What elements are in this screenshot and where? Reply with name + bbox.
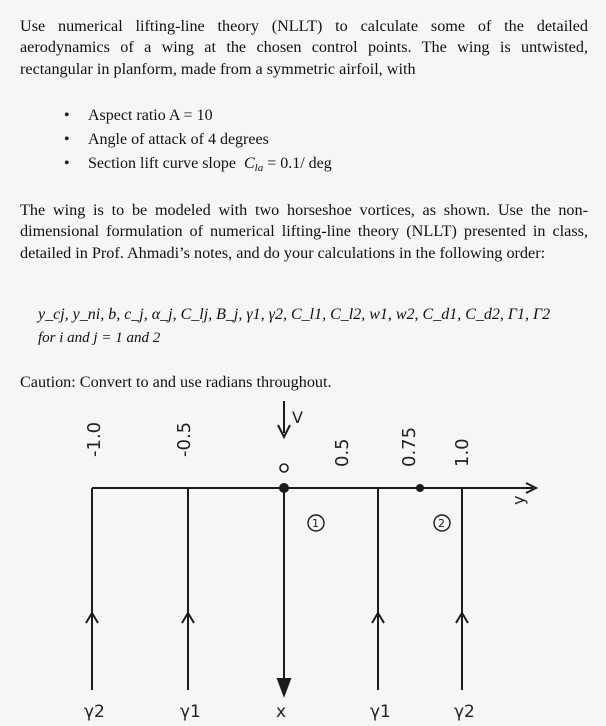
- x-axis-label: x: [276, 702, 287, 722]
- origin-node: [280, 484, 288, 492]
- gamma-label-left-inner: γ1: [180, 702, 201, 722]
- x-axis-arrow-icon: [278, 679, 290, 695]
- origin-mark: [280, 464, 288, 472]
- index-note: for i and j = 1 and 2: [38, 330, 161, 346]
- given-parameters-list: [64, 104, 332, 177]
- model-paragraph: The wing is to be modeled with two horseshoe vortices, as shown. Use the non-dimensional formulation of numerical lifting-line theory (NLLT) presented in class, detailed in Prof. Ahmadi’s notes, and do your calculations in the following order:: [20, 201, 588, 262]
- tick-label-1: 1.0: [452, 438, 473, 467]
- lift-curve-value: = 0.1/ deg: [267, 155, 332, 172]
- tick-label-05: 0.5: [332, 438, 353, 467]
- lift-curve-symbol: C: [243, 155, 255, 172]
- tick-label-neg05: -0.5: [174, 421, 195, 457]
- control-point-node: [417, 485, 423, 491]
- caution-note: Caution: Convert to and use radians throughout.: [20, 373, 332, 391]
- vortex-2-label: 2: [438, 517, 445, 530]
- lift-curve-subscript: la: [254, 162, 264, 174]
- bullet-lift-curve-slope: [64, 152, 332, 177]
- lift-curve-label: Section lift curve slope: [88, 155, 236, 172]
- intro-paragraph: Use numerical lifting-line theory (NLLT) to calculate some of the detailed aerodynamics of a wing at the chosen control points. The wing is untwisted, rectangular in planform, made from a symmetric airfoil, with: [20, 17, 588, 78]
- bullet-angle-of-attack: • Angle of attack of 4 degrees: [64, 128, 332, 152]
- gamma-label-right-outer: γ2: [454, 702, 475, 722]
- vortex-1-label: 1: [312, 517, 319, 530]
- horseshoe-vortex-diagram: [0, 395, 606, 726]
- y-axis-label: y: [509, 495, 528, 505]
- gamma-label-right-inner: γ1: [370, 702, 391, 722]
- tick-label-neg1: -1.0: [84, 421, 105, 457]
- tick-label-075: 0.75: [399, 426, 420, 467]
- gamma-label-left-outer: γ2: [84, 702, 105, 722]
- variable-list: y_cj, y_ni, b, c_j, α_j, C_lj, B_j, γ1, γ2, C_l1, C_l2, w1, w2, C_d1, C_d2, Γ1, Γ2: [38, 306, 551, 323]
- bullet-aspect-ratio: • Aspect ratio A = 10: [64, 104, 332, 128]
- freestream-label: V: [292, 408, 303, 427]
